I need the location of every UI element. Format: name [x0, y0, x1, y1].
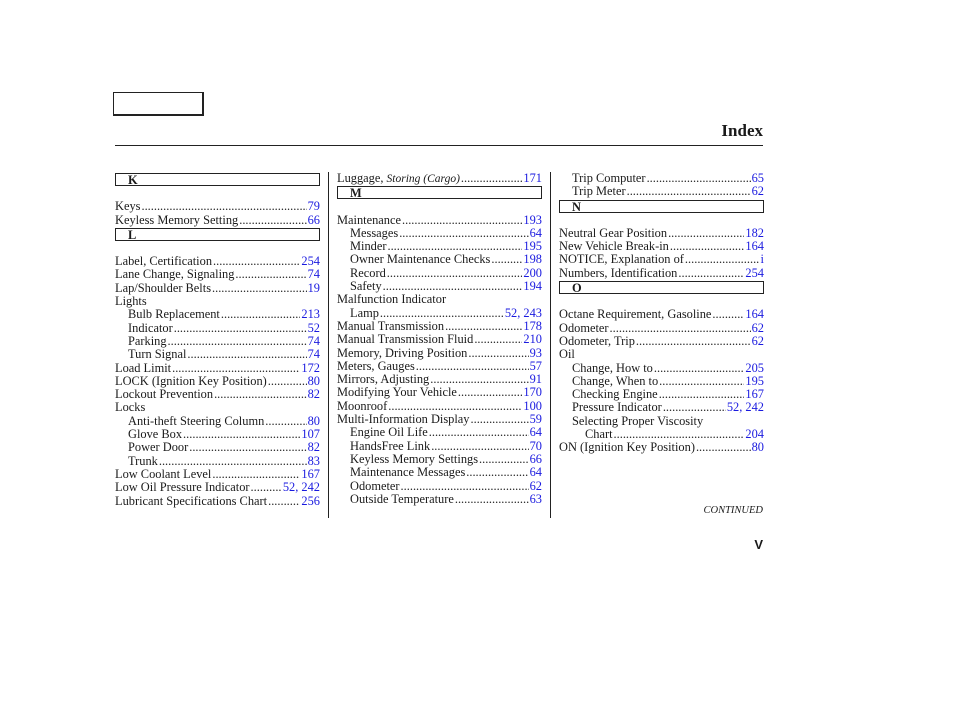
page-link[interactable]: 82 — [307, 440, 320, 455]
page-link[interactable]: 254 — [301, 254, 320, 269]
entry-label: Engine Oil Life — [350, 425, 428, 440]
leader-dots — [659, 388, 745, 401]
index-entry — [337, 280, 542, 293]
page-link[interactable]: 62 — [751, 184, 764, 199]
leader-dots — [402, 214, 522, 227]
index-entry — [337, 214, 542, 227]
entry-label: Turn Signal — [128, 347, 187, 362]
entry-label: Moonroof — [337, 398, 388, 413]
page-link[interactable]: 65 — [751, 171, 764, 185]
leader-dots — [466, 466, 528, 479]
entry-label: Neutral Gear Position — [559, 225, 668, 240]
entry-label: Change, When to — [572, 373, 659, 388]
index-entry — [337, 267, 542, 280]
entry-label: ON (Ignition Key Position) — [559, 440, 695, 455]
leader-dots — [491, 253, 522, 266]
index-entry — [559, 240, 764, 253]
index-entry — [337, 480, 542, 493]
entry-label: Label, Certification — [115, 254, 213, 269]
entry-label: Low Oil Pressure Indicator — [115, 480, 250, 495]
leader-dots — [387, 240, 522, 253]
index-entry — [337, 320, 542, 333]
page-link[interactable]: 164 — [745, 307, 764, 322]
page-link[interactable]: 204 — [745, 427, 764, 442]
page-link[interactable]: 195 — [523, 239, 542, 254]
leader-dots — [474, 333, 522, 346]
leader-dots — [213, 255, 300, 268]
section-letter: O — [559, 281, 764, 294]
page-link[interactable]: 172 — [301, 360, 320, 375]
entry-label: Odometer — [559, 320, 609, 335]
page-link[interactable]: 62 — [751, 320, 764, 335]
leader-dots — [268, 495, 300, 508]
page-link[interactable]: 195 — [745, 373, 764, 388]
leader-dots — [668, 227, 744, 240]
leader-dots — [251, 481, 282, 494]
leader-dots — [455, 493, 529, 506]
page-link[interactable]: 82 — [307, 387, 320, 402]
entry-label: Keyless Memory Setting — [115, 212, 239, 227]
index-heading: Selecting Proper Viscosity — [572, 413, 704, 428]
leader-dots — [401, 480, 529, 493]
index-column-2 — [337, 172, 542, 506]
leader-dots — [183, 428, 300, 441]
entry-label: Keys — [115, 199, 141, 214]
section-letter: K — [115, 173, 320, 186]
spacer — [115, 187, 320, 200]
index-entry — [337, 400, 542, 413]
entry-label: LOCK (Ignition Key Position) — [115, 373, 267, 388]
entry-label: Record — [350, 265, 386, 280]
page-link[interactable]: 66 — [529, 451, 542, 466]
title-rule — [115, 145, 763, 146]
page-link[interactable]: 198 — [523, 252, 542, 267]
index-entry — [559, 267, 764, 280]
index-entry — [337, 493, 542, 506]
page-link[interactable]: 74 — [307, 347, 320, 362]
index-entry — [115, 455, 320, 468]
spacer — [559, 295, 764, 308]
index-entry — [115, 481, 320, 494]
leader-dots — [387, 267, 523, 280]
entry-label: Modifying Your Vehicle — [337, 385, 457, 400]
leader-dots — [659, 375, 744, 388]
leader-dots — [265, 415, 306, 428]
entry-label: Luggage, Storing (Cargo) — [337, 171, 460, 185]
leader-dots — [174, 322, 307, 335]
page-link[interactable]: 64 — [529, 225, 542, 240]
entry-label: Manual Transmission — [337, 318, 445, 333]
page-number: V — [754, 537, 763, 552]
section-letter: M — [337, 186, 542, 199]
entry-label: Chart — [585, 427, 613, 442]
index-entry — [115, 388, 320, 401]
leader-dots — [685, 253, 760, 266]
section-letter: N — [559, 200, 764, 213]
entry-label: Maintenance Messages — [350, 465, 466, 480]
leader-dots — [696, 441, 751, 454]
leader-dots — [663, 401, 726, 414]
index-entry — [559, 227, 764, 240]
entry-label: Checking Engine — [572, 387, 658, 402]
page-link[interactable]: 205 — [745, 360, 764, 375]
leader-dots — [214, 388, 307, 401]
leader-dots — [458, 386, 523, 399]
entry-label: Memory, Driving Position — [337, 345, 468, 360]
page-link[interactable]: 59 — [529, 412, 542, 427]
index-entry — [559, 401, 764, 414]
entry-label: Lane Change, Signaling — [115, 267, 235, 282]
index-heading: Oil — [559, 347, 575, 362]
entry-label: Messages — [350, 225, 399, 240]
entry-label: Bulb Replacement — [128, 307, 220, 322]
entry-label: Keyless Memory Settings — [350, 451, 479, 466]
page-link[interactable]: 100 — [523, 398, 542, 413]
page-link[interactable]: 19 — [307, 280, 320, 295]
index-entry — [115, 214, 320, 227]
entry-label: Pressure Indicator — [572, 400, 662, 415]
section-letter: L — [115, 228, 320, 241]
leader-dots — [468, 347, 528, 360]
leader-dots — [429, 426, 529, 439]
page-link[interactable]: 52, 243 — [504, 305, 542, 320]
index-entry — [337, 360, 542, 373]
leader-dots — [388, 400, 522, 413]
entry-label: Outside Temperature — [350, 491, 454, 506]
continued-label: CONTINUED — [703, 505, 763, 516]
entry-label: Lubricant Specifications Chart — [115, 493, 268, 508]
entry-label: Manual Transmission Fluid — [337, 332, 474, 347]
index-entry — [337, 426, 542, 439]
index-entry — [115, 441, 320, 454]
entry-label: Trip Meter — [572, 184, 626, 199]
column-divider — [550, 172, 551, 518]
entry-label: Low Coolant Level — [115, 466, 212, 481]
entry-label: Mirrors, Adjusting — [337, 372, 430, 387]
index-tab-box — [113, 92, 204, 116]
leader-dots — [712, 308, 744, 321]
page-link[interactable]: 193 — [523, 212, 542, 227]
entry-label: Lap/Shoulder Belts — [115, 280, 212, 295]
page-link[interactable]: 91 — [529, 372, 542, 387]
page-link[interactable]: 254 — [745, 265, 764, 280]
index-entry — [337, 466, 542, 479]
leader-dots — [239, 214, 306, 227]
leader-dots — [212, 468, 300, 481]
entry-label: Octane Requirement, Gasoline — [559, 307, 712, 322]
entry-label: Maintenance — [337, 212, 401, 227]
index-entry — [337, 333, 542, 346]
page-link[interactable]: 62 — [751, 333, 764, 348]
leader-dots — [647, 172, 751, 185]
leader-dots — [416, 360, 529, 373]
entry-label: Indicator — [128, 320, 173, 335]
leader-dots — [172, 362, 300, 375]
spacer — [337, 200, 542, 213]
leader-dots — [471, 413, 529, 426]
index-entry — [337, 172, 542, 185]
index-entry — [337, 373, 542, 386]
index-entry — [337, 453, 542, 466]
index-entry — [559, 253, 764, 266]
entry-label: New Vehicle Break-in — [559, 239, 669, 254]
leader-dots — [268, 375, 307, 388]
index-entry — [115, 282, 320, 295]
page-link[interactable]: 178 — [523, 318, 542, 333]
index-entry — [115, 335, 320, 348]
page-link[interactable]: 52 — [307, 320, 320, 335]
column-divider — [328, 172, 329, 518]
index-entry — [115, 415, 320, 428]
page-link[interactable]: 213 — [301, 307, 320, 322]
index-entry — [115, 348, 320, 361]
index-heading: Malfunction Indicator — [337, 292, 447, 307]
index-entry — [115, 468, 320, 481]
page-link[interactable]: 70 — [529, 438, 542, 453]
index-heading: Lights — [115, 294, 147, 309]
entry-label: NOTICE, Explanation of — [559, 252, 684, 267]
page-link[interactable]: 107 — [301, 427, 320, 442]
index-entry — [559, 322, 764, 335]
leader-dots — [168, 335, 307, 348]
page-link[interactable]: 64 — [529, 465, 542, 480]
leader-dots — [189, 441, 306, 454]
entry-label: Multi-Information Display — [337, 412, 470, 427]
index-entry — [337, 347, 542, 360]
index-entry — [115, 362, 320, 375]
entry-label: Change, How to — [572, 360, 653, 375]
leader-dots — [235, 268, 306, 281]
page-link[interactable]: 167 — [745, 387, 764, 402]
index-entry — [559, 441, 764, 454]
page-link[interactable]: i — [760, 252, 764, 267]
entry-label: Minder — [350, 239, 387, 254]
leader-dots — [627, 185, 751, 198]
page-link[interactable]: 80 — [307, 413, 320, 428]
leader-dots — [461, 172, 522, 185]
page-link[interactable]: 63 — [529, 491, 542, 506]
index-entry — [337, 386, 542, 399]
index-entry — [337, 440, 542, 453]
entry-label: Power Door — [128, 440, 189, 455]
leader-dots — [678, 267, 744, 280]
page-link[interactable]: 170 — [523, 385, 542, 400]
entry-label: Lockout Prevention — [115, 387, 214, 402]
index-entry — [337, 413, 542, 426]
entry-label: Odometer, Trip — [559, 333, 635, 348]
page-link[interactable]: 80 — [307, 373, 320, 388]
page-link[interactable]: 64 — [529, 425, 542, 440]
leader-dots — [221, 308, 301, 321]
leader-dots — [636, 335, 751, 348]
page-link[interactable]: 164 — [745, 239, 764, 254]
page-link[interactable]: 62 — [529, 478, 542, 493]
leader-dots — [141, 200, 306, 213]
page-link[interactable]: 52, 242 — [282, 480, 320, 495]
leader-dots — [670, 240, 745, 253]
entry-label: Odometer — [350, 478, 400, 493]
page-link[interactable]: 66 — [307, 212, 320, 227]
entry-label: Anti-theft Steering Column — [128, 413, 265, 428]
page-link[interactable]: 83 — [307, 453, 320, 468]
page-link[interactable]: 57 — [529, 358, 542, 373]
index-entry — [115, 322, 320, 335]
page-link[interactable]: 210 — [523, 332, 542, 347]
entry-label: Numbers, Identification — [559, 265, 678, 280]
leader-dots — [654, 362, 745, 375]
index-entry — [115, 375, 320, 388]
leader-dots — [212, 282, 307, 295]
entry-label: Trunk — [128, 453, 158, 468]
index-entry — [337, 240, 542, 253]
index-entry — [337, 227, 542, 240]
leader-dots — [383, 280, 523, 293]
index-entry — [115, 495, 320, 508]
index-entry — [337, 307, 542, 320]
index-entry — [559, 362, 764, 375]
page-link[interactable]: 194 — [523, 279, 542, 294]
index-entry — [337, 253, 542, 266]
leader-dots — [479, 453, 529, 466]
leader-dots — [430, 373, 528, 386]
page-link[interactable]: 80 — [751, 440, 764, 455]
page-link[interactable]: 52, 242 — [726, 400, 764, 415]
entry-label: Owner Maintenance Checks — [350, 252, 491, 267]
index-entry — [559, 388, 764, 401]
entry-label: Parking — [128, 333, 167, 348]
leader-dots — [614, 428, 745, 441]
spacer — [559, 214, 764, 227]
entry-label: Glove Box — [128, 427, 183, 442]
entry-label: Lamp — [350, 305, 379, 320]
entry-label-italic: Storing (Cargo) — [386, 173, 460, 185]
leader-dots — [431, 440, 528, 453]
index-entry — [115, 200, 320, 213]
index-entry — [559, 375, 764, 388]
index-column-3 — [559, 172, 764, 455]
page-link[interactable]: 256 — [301, 493, 320, 508]
page-link[interactable]: 74 — [307, 267, 320, 282]
leader-dots — [380, 307, 504, 320]
index-column-1 — [115, 172, 320, 508]
page-link[interactable]: 74 — [307, 333, 320, 348]
page-link[interactable]: 171 — [523, 171, 542, 185]
entry-label: Trip Computer — [572, 171, 646, 185]
page-link[interactable]: 167 — [301, 466, 320, 481]
leader-dots — [187, 348, 306, 361]
index-entry — [115, 428, 320, 441]
entry-label: Load Limit — [115, 360, 172, 375]
page-link[interactable]: 182 — [745, 225, 764, 240]
index-entry — [559, 308, 764, 321]
entry-label: HandsFree Link — [350, 438, 431, 453]
index-entry — [559, 172, 764, 185]
index-entry — [559, 335, 764, 348]
index-heading: Locks — [115, 400, 146, 415]
page-link[interactable]: 200 — [523, 265, 542, 280]
page-title: Index — [721, 121, 763, 140]
leader-dots — [399, 227, 528, 240]
index-entry — [559, 185, 764, 198]
index-entry — [115, 308, 320, 321]
entry-label: Safety — [350, 279, 382, 294]
index-entry — [559, 428, 764, 441]
page-link[interactable]: 93 — [529, 345, 542, 360]
leader-dots — [445, 320, 522, 333]
entry-label: Meters, Gauges — [337, 358, 415, 373]
leader-dots — [159, 455, 307, 468]
index-entry — [115, 255, 320, 268]
leader-dots — [610, 322, 751, 335]
index-entry — [115, 268, 320, 281]
spacer — [115, 242, 320, 255]
page-link[interactable]: 79 — [307, 199, 320, 214]
